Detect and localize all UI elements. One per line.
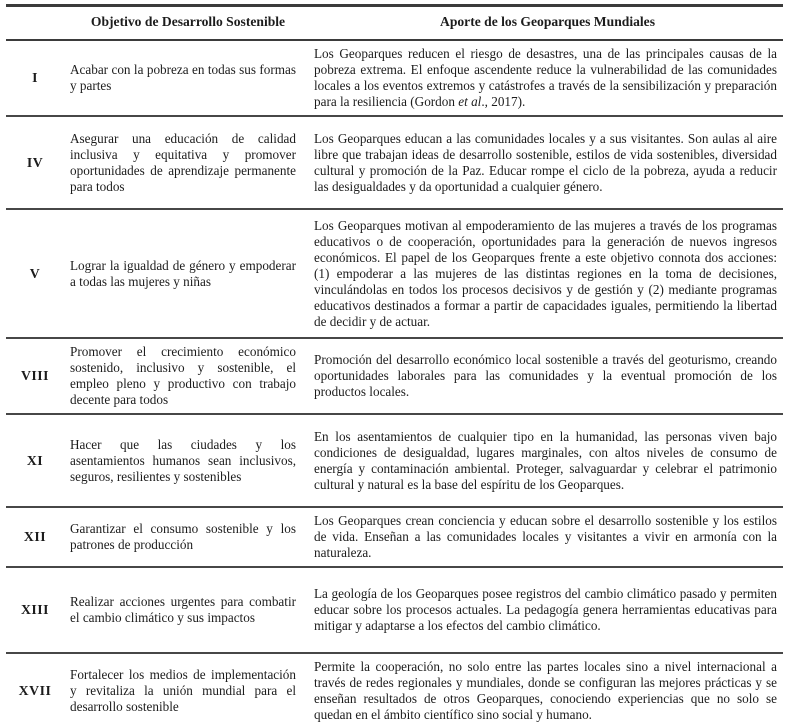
citation-et-al: et al [458, 94, 482, 109]
sdg-objective-text: Hacer que las ciudades y los asentamientos humanos sean inclusivos, seguros, resilientes y sostenibles [70, 436, 296, 484]
header-objetivo: Objetivo de Desarrollo Sostenible [90, 14, 286, 29]
contribution-segment: ., 2017). [481, 94, 526, 109]
sdg-numeral: XII [23, 529, 47, 544]
sdg-objective-text: Acabar con la pobreza en todas sus formas y partes [70, 62, 296, 93]
contribution-segment: Permite la cooperación, no solo entre las partes locales sino a nivel internacional a través de redes regionales y mundiales, donde se configuran las mejores prácticas y se enseñan resultados de otros Geoparques, conociendo experiencias que no solo se quedan en el ámbito científico sino social y humano. [314, 659, 777, 722]
sdg-numeral: XVII [18, 683, 52, 698]
header-row [6, 6, 783, 41]
sdg-numeral: XI [26, 452, 44, 468]
contribution-segment: Promoción del desarrollo económico local sostenible a través del geoturismo, creando oportunidades laborales para las comunidades y la eventual promoción de los productos locales. [314, 352, 777, 399]
sdg-numeral: V [29, 265, 41, 281]
table-row [6, 40, 783, 116]
geopark-contribution-text [312, 116, 783, 209]
sdg-numeral: IV [26, 154, 44, 170]
contribution-segment: Los Geoparques crean conciencia y educan sobre el desarrollo sostenible y los estilos de vida. Enseñan a las comunidades locales y visitantes a vivir en armonía con la naturaleza. [314, 513, 777, 560]
table-row [6, 414, 783, 507]
sdg-numeral: I [32, 70, 38, 85]
contribution-segment: La geología de los Geoparques posee registros del cambio climático pasado y permiten educar sobre los procesos actuales. La pedagogía genera herramientas educativas para mitigar y adaptarse a los efectos del cambio climático. [314, 586, 777, 633]
table-row [6, 567, 783, 653]
geopark-contribution-text [312, 507, 783, 567]
geopark-contribution-text [312, 338, 783, 414]
sdg-objective-text: Promover el crecimiento económico sostenido, inclusivo y sostenible, el empleo pleno y productivo con trabajo decente para todos [70, 344, 296, 407]
sdg-objective-text: Lograr la igualdad de género y empoderar a todas las mujeres y niñas [70, 257, 296, 289]
sdg-objective-text: Garantizar el consumo sostenible y los patrones de producción [70, 521, 296, 552]
geopark-contribution-text [312, 653, 783, 728]
contribution-segment: Los Geoparques reducen el riesgo de desastres, una de las principales causas de la pobreza extrema. El enfoque ascendente reduce la vulnerabilidad de las comunidades locales a los eventos extremos y catástrofes a través de la sensibilización y preparación para la resiliencia (Gordon [314, 46, 777, 109]
table-row [6, 209, 783, 338]
contribution-segment: Los Geoparques motivan al empoderamiento de las mujeres a través de los programas educativos o de cooperación, oportunidades para la generación de nuevos ingresos económicos. El papel de los Geoparques frente a este objetivo connota dos acciones: (1) empoderar a las mujeres de las distintas regiones en la toma de decisiones, vinculándolas en todos los procesos decisivos y de gestión y (2) mediante programas educativos destinados a formar a partir de capacidades iguales, permitiendo la libertad de decidir y de actuar. [314, 217, 777, 329]
table-body [6, 40, 783, 728]
sdg-objective-text: Realizar acciones urgentes para combatir el cambio climático y sus impactos [70, 594, 296, 625]
contribution-segment: En los asentamientos de cualquier tipo en la humanidad, las personas viven bajo condiciones de desigualdad, lugares marginales, con altos niveles de consumo de energía y contaminación ambiental. Proteger, salvaguardar y celebrar el patrimonio cultural y natural es la base del espíritu de los Geoparques. [314, 428, 777, 492]
geopark-contribution-text [312, 40, 783, 116]
sdg-objective-text: Fortalecer los medios de implementación y revitaliza la unión mundial para el desarrollo sostenible [70, 667, 296, 714]
table-row [6, 338, 783, 414]
geopark-contribution-text [312, 567, 783, 653]
table-row [6, 653, 783, 728]
contribution-segment: Los Geoparques educan a las comunidades locales y a sus visitantes. Son aulas al aire libre que trabajan ideas de desarrollo sostenible, estilos de vida sostenibles, diversidad cultural y promoción de la Paz. Educar rompe el ciclo de la pobreza, ayuda a reducir las desigualdades y da oportunidad a cualquier género. [314, 130, 777, 194]
sdg-numeral: VIII [20, 368, 50, 383]
geopark-contribution-text [312, 209, 783, 338]
sdg-numeral: XIII [20, 602, 50, 617]
sdg-geoparks-table [6, 4, 783, 728]
header-empty-cell [6, 6, 64, 41]
sdg-objective-text: Asegurar una educación de calidad inclusiva y equitativa y promover oportunidades de aprendizaje permanente para todos [70, 130, 296, 194]
geopark-contribution-text [312, 414, 783, 507]
header-aporte: Aporte de los Geoparques Mundiales [440, 14, 655, 29]
table-row [6, 116, 783, 209]
table-row [6, 507, 783, 567]
